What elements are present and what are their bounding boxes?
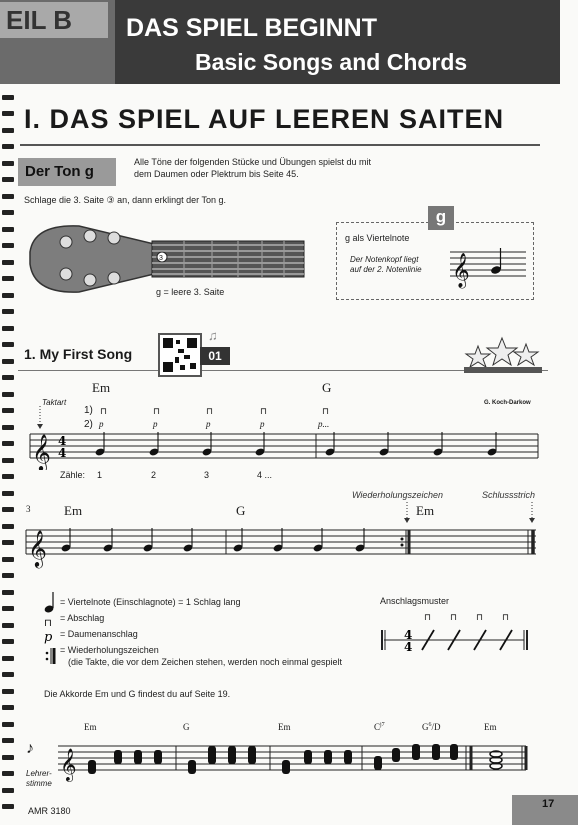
song-staff-1 <box>24 400 544 470</box>
binding-coil <box>2 705 14 710</box>
binding-coil <box>2 359 14 364</box>
page-subtitle: Basic Songs and Chords <box>195 49 468 75</box>
section-divider <box>20 144 540 146</box>
binding-coil <box>2 342 14 347</box>
binding-coil <box>2 540 14 545</box>
teacher-chord-2: G <box>183 722 190 732</box>
count-3: 3 <box>204 470 210 480</box>
legend-quarter: = Viertelnote (Einschlagnote) = 1 Schlag lang <box>60 597 241 607</box>
binding-coil <box>2 557 14 562</box>
string-number-marker: 3 <box>159 255 163 262</box>
binding-coil <box>2 260 14 265</box>
binding-coil <box>2 573 14 578</box>
spiral-binding <box>0 0 16 825</box>
binding-coil <box>2 441 14 446</box>
instruction-text: Schlage die 3. Saite ③ an, dann erklingt der Ton g. <box>24 195 227 205</box>
binding-coil <box>2 606 14 611</box>
legend-thumb: = Daumenanschlag <box>60 629 138 639</box>
binding-coil <box>2 425 14 430</box>
binding-coil <box>2 755 14 760</box>
teacher-staff <box>56 734 530 790</box>
binding-coil <box>2 95 14 100</box>
binding-coil <box>2 194 14 199</box>
binding-coil <box>2 672 14 677</box>
song-title: 1. My First Song <box>24 346 133 362</box>
svg-text:𝄞: 𝄞 <box>28 529 47 567</box>
page-number: 17 <box>542 798 555 810</box>
ton-g-label: Der Ton g <box>25 163 94 180</box>
binding-coil <box>2 458 14 463</box>
binding-coil <box>2 623 14 628</box>
music-note-icon: ♫ <box>208 328 218 343</box>
pattern-title: Anschlagsmuster <box>380 596 450 606</box>
svg-text:4: 4 <box>58 446 67 460</box>
teacher-label-1: Lehrer- <box>26 769 52 778</box>
binding-coil <box>2 656 14 661</box>
repeat-sign-label: Wiederholungszeichen <box>352 490 443 500</box>
svg-text:⊓: ⊓ <box>476 613 484 623</box>
binding-coil <box>2 111 14 116</box>
svg-text:⊓: ⊓ <box>44 618 52 629</box>
binding-coil <box>2 326 14 331</box>
teacher-chord-3: Em <box>278 722 291 732</box>
binding-coil <box>2 276 14 281</box>
thumb-mark-3: p <box>206 419 211 429</box>
note-box-title: g als Viertelnote <box>345 233 410 243</box>
page-title: DAS SPIEL BEGINNT <box>126 14 377 42</box>
chord-em-2: Em <box>64 503 83 518</box>
song-staff-2 <box>22 500 546 586</box>
binding-coil <box>2 144 14 149</box>
svg-text:4: 4 <box>404 628 413 642</box>
svg-text:𝄞: 𝄞 <box>32 433 51 470</box>
measure-number: 3 <box>26 504 31 514</box>
svg-text:4: 4 <box>58 434 67 448</box>
part-label: EIL B <box>0 2 108 38</box>
stars-rating-icon <box>464 334 542 374</box>
svg-text:⊓: ⊓ <box>153 407 161 417</box>
teacher-chord-4: $C^{j7}$ <box>374 722 385 732</box>
count-1: 1 <box>97 470 103 480</box>
guitar-caption: g = leere 3. Saite <box>156 287 225 297</box>
binding-coil <box>2 524 14 529</box>
binding-coil <box>2 243 14 248</box>
svg-text:𝄞: 𝄞 <box>452 253 470 288</box>
binding-coil <box>2 375 14 380</box>
binding-coil <box>2 804 14 809</box>
svg-text:⊓: ⊓ <box>206 407 214 417</box>
track-badge: 01 <box>200 347 230 365</box>
svg-text:p: p <box>44 630 53 645</box>
teacher-label-2: stimme <box>26 779 52 788</box>
ton-g-label-box <box>18 158 116 186</box>
svg-text:⊓: ⊓ <box>260 407 268 417</box>
binding-coil <box>2 491 14 496</box>
binding-coil <box>2 771 14 776</box>
count-4: 4 ... <box>257 470 273 480</box>
svg-text:⊓: ⊓ <box>450 613 458 623</box>
svg-text:⊓: ⊓ <box>322 407 330 417</box>
stroke-row-1-label: 1) <box>84 405 93 416</box>
legend-downstroke: = Abschlag <box>60 613 105 623</box>
strum-pattern <box>376 608 536 660</box>
intro-line-1: Alle Töne der folgenden Stücke und Übungen spielst du mit <box>134 157 371 167</box>
binding-coil <box>2 738 14 743</box>
svg-text:𝄞: 𝄞 <box>60 748 77 781</box>
chord-g-2: G <box>236 503 246 518</box>
thumb-mark-2: p <box>153 419 158 429</box>
qr-code[interactable] <box>158 333 202 377</box>
binding-coil <box>2 392 14 397</box>
binding-coil <box>2 474 14 479</box>
thumb-mark-1: p <box>99 419 104 429</box>
legend-repeat-1: = Wiederholungszeichen <box>60 645 159 655</box>
chords-reference: Die Akkorde Em und G findest du auf Seite 19. <box>44 689 231 699</box>
note-g-staff <box>448 238 528 294</box>
note-letter-badge: g <box>428 206 454 230</box>
note-box-hint-1: Der Notenkopf liegt <box>350 255 419 264</box>
stroke-row-2-label: 2) <box>84 419 93 430</box>
catalog-code: AMR 3180 <box>28 806 71 816</box>
binding-coil <box>2 788 14 793</box>
teacher-chord-1: Em <box>84 722 97 732</box>
binding-coil <box>2 227 14 232</box>
svg-text:⊓: ⊓ <box>502 613 510 623</box>
thumb-mark-5: p... <box>318 419 330 429</box>
svg-text:⊓: ⊓ <box>100 407 108 417</box>
binding-coil <box>2 128 14 133</box>
binding-coil <box>2 590 14 595</box>
binding-coil <box>2 408 14 413</box>
binding-coil <box>2 507 14 512</box>
final-bar-label: Schlussstrich <box>482 490 536 500</box>
teacher-chord-6: Em <box>484 722 497 732</box>
binding-coil <box>2 177 14 182</box>
taktart-label: Taktart <box>42 398 67 407</box>
binding-coil <box>2 293 14 298</box>
chord-em-3: Em <box>416 503 435 518</box>
teacher-chord-5: $G^6/D$ <box>422 722 441 732</box>
legend-repeat-2: (die Takte, die vor dem Zeichen stehen, werden noch einmal gespielt <box>68 657 342 667</box>
section-title: I. DAS SPIEL AUF LEEREN SAITEN <box>24 104 505 134</box>
svg-text:4: 4 <box>404 640 413 654</box>
chord-em: Em <box>92 380 111 395</box>
binding-coil <box>2 161 14 166</box>
binding-coil <box>2 722 14 727</box>
count-label: Zähle: <box>60 470 86 480</box>
intro-line-2: dem Daumen oder Plektrum bis Seite 45. <box>134 169 299 179</box>
binding-coil <box>2 210 14 215</box>
svg-text:⊓: ⊓ <box>424 613 432 623</box>
note-box-hint-2: auf der 2. Notenlinie <box>350 265 422 274</box>
chord-g: G <box>322 380 332 395</box>
composer-label: G. Koch-Darkow <box>484 400 531 406</box>
thumb-mark-4: p <box>260 419 265 429</box>
binding-coil <box>2 639 14 644</box>
count-2: 2 <box>151 470 157 480</box>
teacher-icon: ♪ <box>26 740 34 757</box>
binding-coil <box>2 689 14 694</box>
binding-coil <box>2 309 14 314</box>
